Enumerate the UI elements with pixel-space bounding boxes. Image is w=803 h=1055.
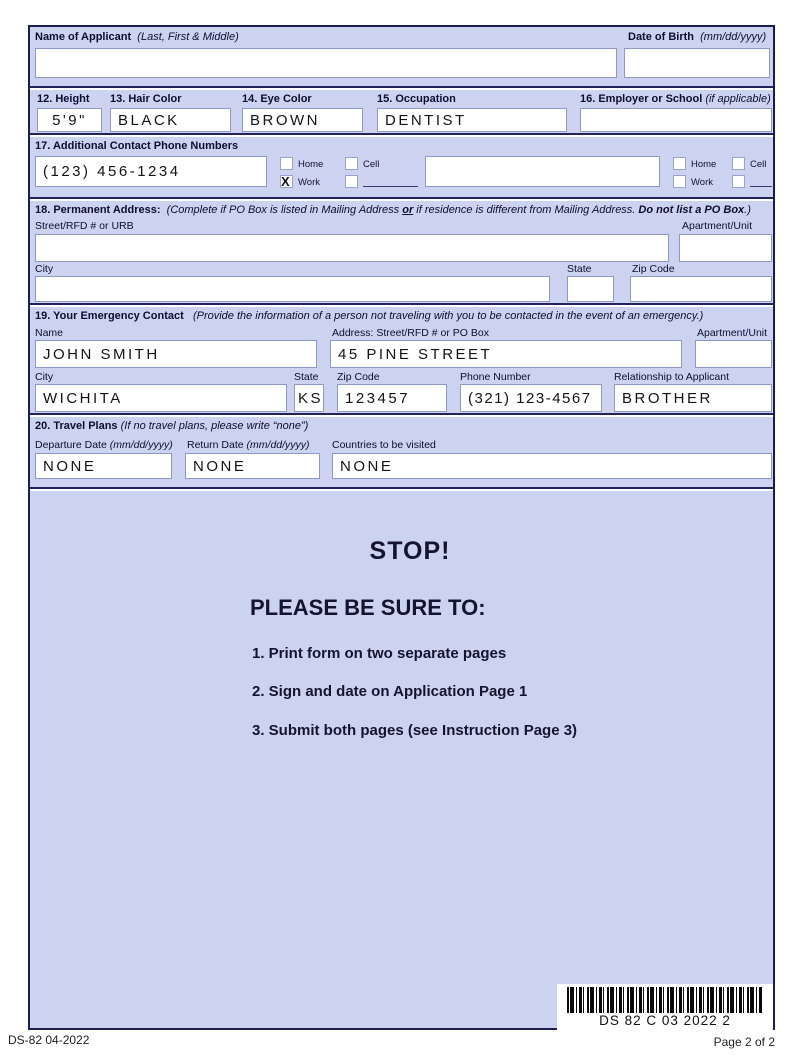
phone1-cell-label: Cell [363,159,380,170]
barcode [567,987,763,1013]
stop-subtitle: PLEASE BE SURE TO: [250,595,486,620]
ec-phone-label: Phone Number [460,371,531,383]
countries-label: Countries to be visited [332,439,436,451]
barcode-text: DS 82 C 03 2022 2 [599,1013,731,1028]
date-of-birth-label: Date of Birth (mm/dd/yyyy) [628,31,767,43]
applicant-name-input[interactable] [35,48,617,78]
ec-zip-label: Zip Code [337,371,380,383]
eye-color-input[interactable] [242,108,363,132]
section-name-dob [30,27,773,88]
travel-plans-title: 20. Travel Plans (If no travel plans, please write “none”) [35,420,309,432]
street-input[interactable] [35,234,669,262]
phone1-other-checkbox[interactable] [345,175,358,188]
page-number-footer: Page 2 of 2 [713,1035,775,1049]
section-phones [30,137,773,199]
city-label: City [35,263,54,275]
emergency-contact-title: 19. Your Emergency Contact (Provide the information of a person not traveling with you to be contacted in the event of an emergency.) [35,310,704,322]
zip-label: Zip Code [632,263,675,275]
phone1-work-check-mark: X [281,174,290,189]
ec-name-input[interactable] [35,340,317,368]
occupation-input[interactable] [377,108,567,132]
ec-apartment-input[interactable] [695,340,772,368]
ec-zip-input[interactable] [337,384,447,412]
ec-address-input[interactable] [330,340,682,368]
hair-color-input[interactable] [110,108,231,132]
employer-label: 16. Employer or School (if applicable) [580,93,771,105]
name-of-applicant-label: Name of Applicant (Last, First & Middle) [35,31,239,43]
stop-item-3: 3. Submit both pages (see Instruction Page 3) [252,722,578,739]
return-date-input[interactable] [185,453,320,479]
phone2-work-label: Work [691,177,713,188]
date-of-birth-input[interactable] [624,48,770,78]
ec-address-label: Address: Street/RFD # or PO Box [332,327,489,339]
ec-relationship-input[interactable] [614,384,772,412]
permanent-address-title: 18. Permanent Address: (Complete if PO Box is listed in Mailing Address or if residence is different from Mailing Address. Do not list a PO Box.) [35,204,751,216]
ec-relationship-label: Relationship to Applicant [614,371,729,383]
apartment-label: Apartment/Unit [682,220,753,232]
state-input[interactable] [567,276,614,302]
phones-title: 17. Additional Contact Phone Numbers [35,140,239,152]
phone2-other-checkbox[interactable] [732,175,745,188]
ec-city-input[interactable] [35,384,287,412]
phone1-work-label: Work [298,177,320,188]
ec-name-label: Name [35,327,64,339]
section-stop-notice [30,491,773,1028]
phone2-work-checkbox[interactable] [673,175,686,188]
phone1-home-checkbox[interactable] [280,157,293,170]
phone2-home-checkbox[interactable] [673,157,686,170]
phone2-input[interactable] [425,156,660,187]
hair-color-label: 13. Hair Color [110,93,182,105]
occupation-label: 15. Occupation [377,93,456,105]
ec-apartment-label: Apartment/Unit [697,327,768,339]
departure-date-label: Departure Date (mm/dd/yyyy) [35,439,173,451]
phone2-cell-label: Cell [750,159,767,170]
eye-color-label: 14. Eye Color [242,93,312,105]
street-label: Street/RFD # or URB [35,220,134,232]
phone2-home-label: Home [691,159,717,170]
return-date-label: Return Date (mm/dd/yyyy) [187,439,310,451]
form-body [28,25,775,1030]
barcode-panel [557,984,773,1030]
ec-phone-input[interactable] [460,384,602,412]
city-input[interactable] [35,276,550,302]
departure-date-input[interactable] [35,453,172,479]
phone2-other-writein-line[interactable] [750,186,772,187]
employer-input[interactable] [580,108,772,132]
form-number-footer: DS-82 04-2022 [8,1033,90,1047]
stop-item-2: 2. Sign and date on Application Page 1 [252,683,528,700]
height-input[interactable] [37,108,102,132]
countries-input[interactable] [332,453,772,479]
stop-title: STOP! [369,537,451,565]
section-permanent-address [30,201,773,305]
height-label: 12. Height [37,93,90,105]
ec-state-input[interactable] [294,384,324,412]
phone1-home-label: Home [298,159,324,170]
phone1-input[interactable] [35,156,267,187]
zip-input[interactable] [630,276,772,302]
state-label: State [567,263,592,275]
stop-item-1: 1. Print form on two separate pages [252,645,507,662]
ec-city-label: City [35,371,54,383]
section-emergency-contact [30,307,773,415]
ec-state-label: State [294,371,319,383]
apartment-input[interactable] [679,234,772,262]
phone1-cell-checkbox[interactable] [345,157,358,170]
phone1-other-writein-line[interactable] [363,186,418,187]
section-physical [30,90,773,135]
phone2-cell-checkbox[interactable] [732,157,745,170]
section-travel-plans [30,417,773,489]
